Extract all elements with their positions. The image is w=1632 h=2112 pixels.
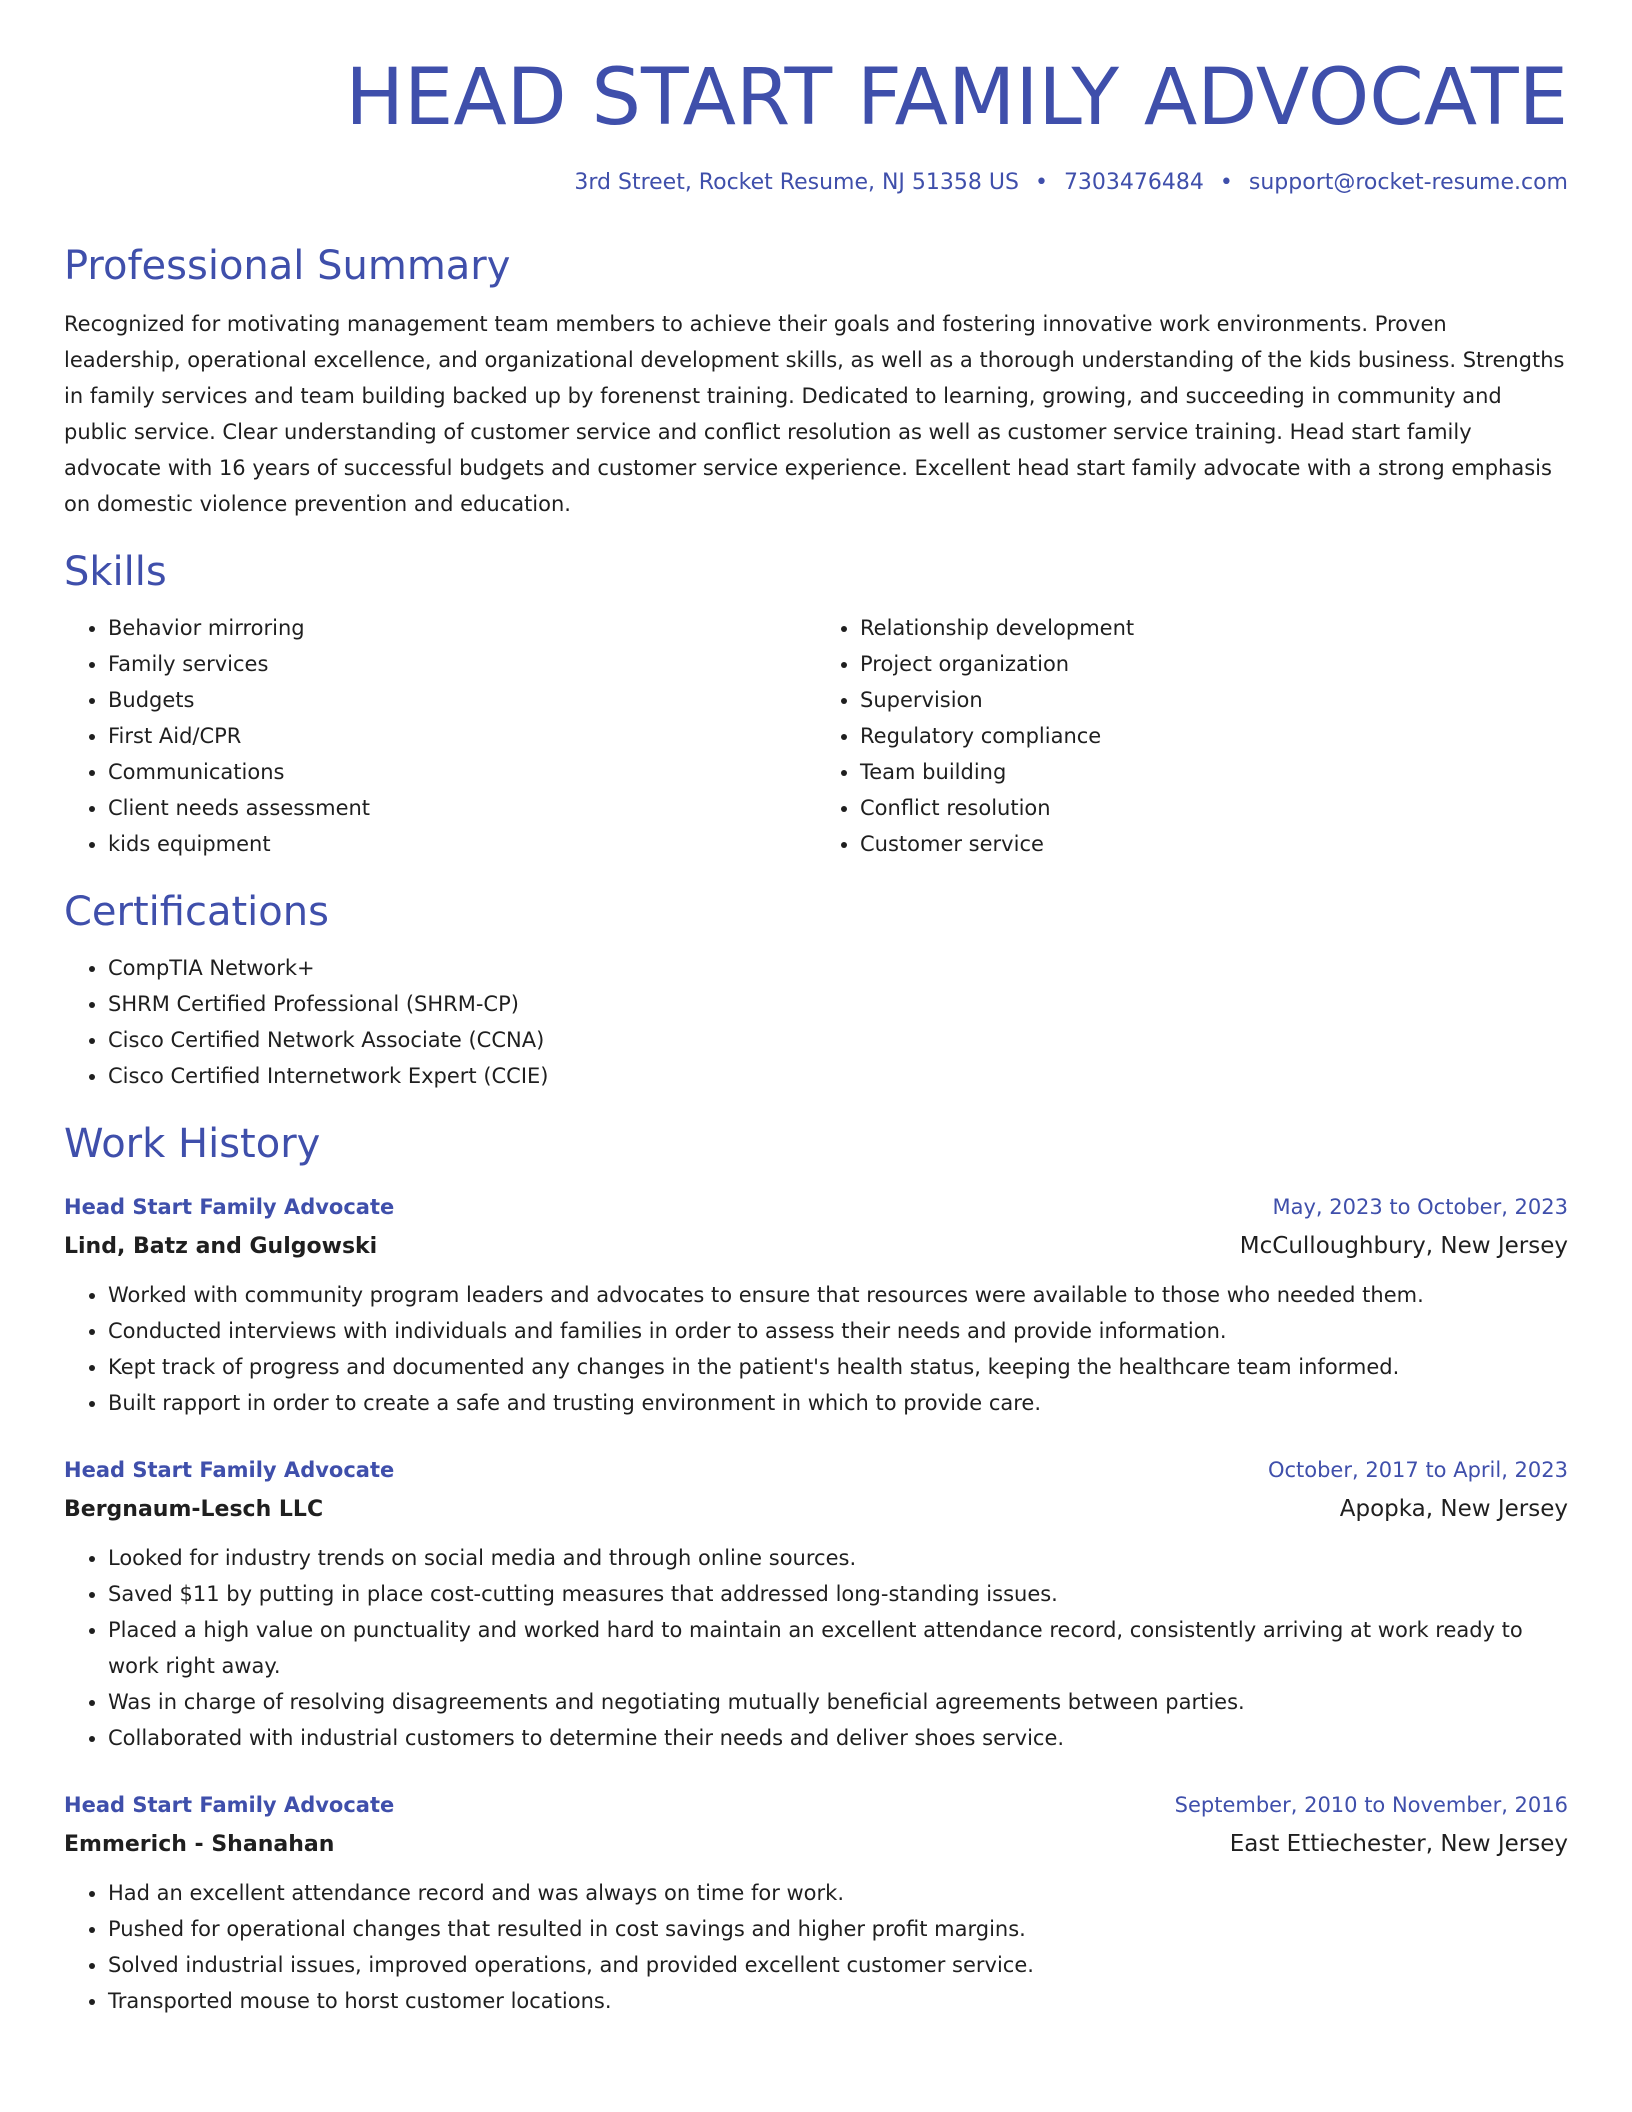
summary-text: Recognized for motivating management team members to achieve their goals and fostering innovative work environments. Proven leadership, operational excellence, and organizational development skills, as well as a thorough understanding of the kids business. Strengths in family services and team building backed up by forenenst training. Dedicated to learning, growing, and succeeding in community and public service. Clear understanding of customer service and conflict resolution as well as customer service training. Head start family advocate with 16 years of successful budgets and customer service experience. Excellent head start family advocate with a strong emphasis on domestic violence prevention and education. <box>64 311 1565 516</box>
skill-item: • First Aid/CPR <box>108 718 816 754</box>
job-bullet: • Solved industrial issues, improved operations, and provided excellent customer service. <box>108 1947 1568 1983</box>
contact-phone: 7303476484 <box>1063 169 1204 195</box>
job-entry <box>64 1786 1568 2019</box>
job-bullet: • Placed a high value on punctuality and worked hard to maintain an excellent attendance record, consistently arriving at work ready to work right away. <box>108 1612 1568 1684</box>
job-bullets <box>64 1540 1568 1756</box>
skill-item: • Customer service <box>860 826 1568 862</box>
skills-heading: Skills <box>64 548 167 595</box>
job-company: Lind, Batz and Gulgowski <box>64 1233 378 1259</box>
job-title: Head Start Family Advocate <box>64 1792 395 1817</box>
resume-name: HEAD START FAMILY ADVOCATE <box>345 53 1568 143</box>
job-company-row <box>64 1824 1568 1865</box>
job-company-row <box>64 1226 1568 1267</box>
skills-list-right <box>816 610 1568 862</box>
skill-item: • Communications <box>108 754 816 790</box>
job-bullet: • Worked with community program leaders and advocates to ensure that resources were available to those who needed them. <box>108 1277 1568 1313</box>
job-entry <box>64 1451 1568 1756</box>
skill-item: • Relationship development <box>860 610 1568 646</box>
skill-item: • Client needs assessment <box>108 790 816 826</box>
job-bullet: • Looked for industry trends on social media and through online sources. <box>108 1540 1568 1576</box>
skills-grid <box>64 610 1568 862</box>
job-company: Emmerich - Shanahan <box>64 1831 335 1857</box>
summary-heading: Professional Summary <box>64 242 511 289</box>
job-bullet: • Had an excellent attendance record and was always on time for work. <box>108 1875 1568 1911</box>
job-dates: October, 2017 to April, 2023 <box>1267 1457 1568 1482</box>
skill-item: • Budgets <box>108 682 816 718</box>
job-title: Head Start Family Advocate <box>64 1194 395 1219</box>
job-bullet: • Kept track of progress and documented any changes in the patient's health status, keeping the healthcare team informed. <box>108 1349 1568 1385</box>
job-bullets <box>64 1277 1568 1421</box>
skill-item: • Behavior mirroring <box>108 610 816 646</box>
certification-item: • CompTIA Network+ <box>108 950 1568 986</box>
job-bullets <box>64 1875 1568 2019</box>
job-entry <box>64 1188 1568 1421</box>
skills-column-right <box>816 610 1568 862</box>
job-company-row <box>64 1489 1568 1530</box>
skill-item: • Supervision <box>860 682 1568 718</box>
job-location: East Ettiechester, New Jersey <box>1229 1830 1568 1857</box>
skill-item: • Family services <box>108 646 816 682</box>
job-header-row <box>64 1786 1568 1824</box>
skill-item: • Conflict resolution <box>860 790 1568 826</box>
certification-item: • Cisco Certified Internetwork Expert (CCIE) <box>108 1058 1568 1094</box>
skill-item: • Regulatory compliance <box>860 718 1568 754</box>
certifications-heading: Certifications <box>64 888 329 935</box>
job-header-row <box>64 1188 1568 1226</box>
contact-separator: • <box>1034 169 1048 195</box>
contact-line <box>64 166 1568 200</box>
work-history-heading: Work History <box>64 1120 321 1167</box>
certifications-list <box>64 950 1568 1094</box>
job-dates: May, 2023 to October, 2023 <box>1272 1194 1568 1219</box>
job-location: McCulloughbury, New Jersey <box>1239 1232 1568 1259</box>
job-header-row <box>64 1451 1568 1489</box>
contact-email: support@rocket-resume.com <box>1248 169 1568 195</box>
job-bullet: • Saved $11 by putting in place cost-cutting measures that addressed long-standing issues. <box>108 1576 1568 1612</box>
certification-item: • SHRM Certified Professional (SHRM-CP) <box>108 986 1568 1022</box>
skill-item: • Team building <box>860 754 1568 790</box>
contact-separator: • <box>1219 169 1233 195</box>
certification-item: • Cisco Certified Network Associate (CCNA) <box>108 1022 1568 1058</box>
skill-item: • Project organization <box>860 646 1568 682</box>
skill-item: • kids equipment <box>108 826 816 862</box>
job-bullet: • Transported mouse to horst customer locations. <box>108 1983 1568 2019</box>
job-dates: September, 2010 to November, 2016 <box>1174 1792 1568 1817</box>
job-title: Head Start Family Advocate <box>64 1457 395 1482</box>
skills-list-left <box>64 610 816 862</box>
job-company: Bergnaum-Lesch LLC <box>64 1496 324 1522</box>
job-bullet: • Was in charge of resolving disagreements and negotiating mutually beneficial agreements between parties. <box>108 1684 1568 1720</box>
job-bullet: • Pushed for operational changes that resulted in cost savings and higher profit margins. <box>108 1911 1568 1947</box>
job-bullet: • Collaborated with industrial customers to determine their needs and deliver shoes service. <box>108 1720 1568 1756</box>
skills-column-left <box>64 610 816 862</box>
job-bullet: • Built rapport in order to create a safe and trusting environment in which to provide care. <box>108 1385 1568 1421</box>
job-bullet: • Conducted interviews with individuals and families in order to assess their needs and provide information. <box>108 1313 1568 1349</box>
contact-address: 3rd Street, Rocket Resume, NJ 51358 US <box>574 169 1019 195</box>
job-location: Apopka, New Jersey <box>1339 1495 1568 1522</box>
